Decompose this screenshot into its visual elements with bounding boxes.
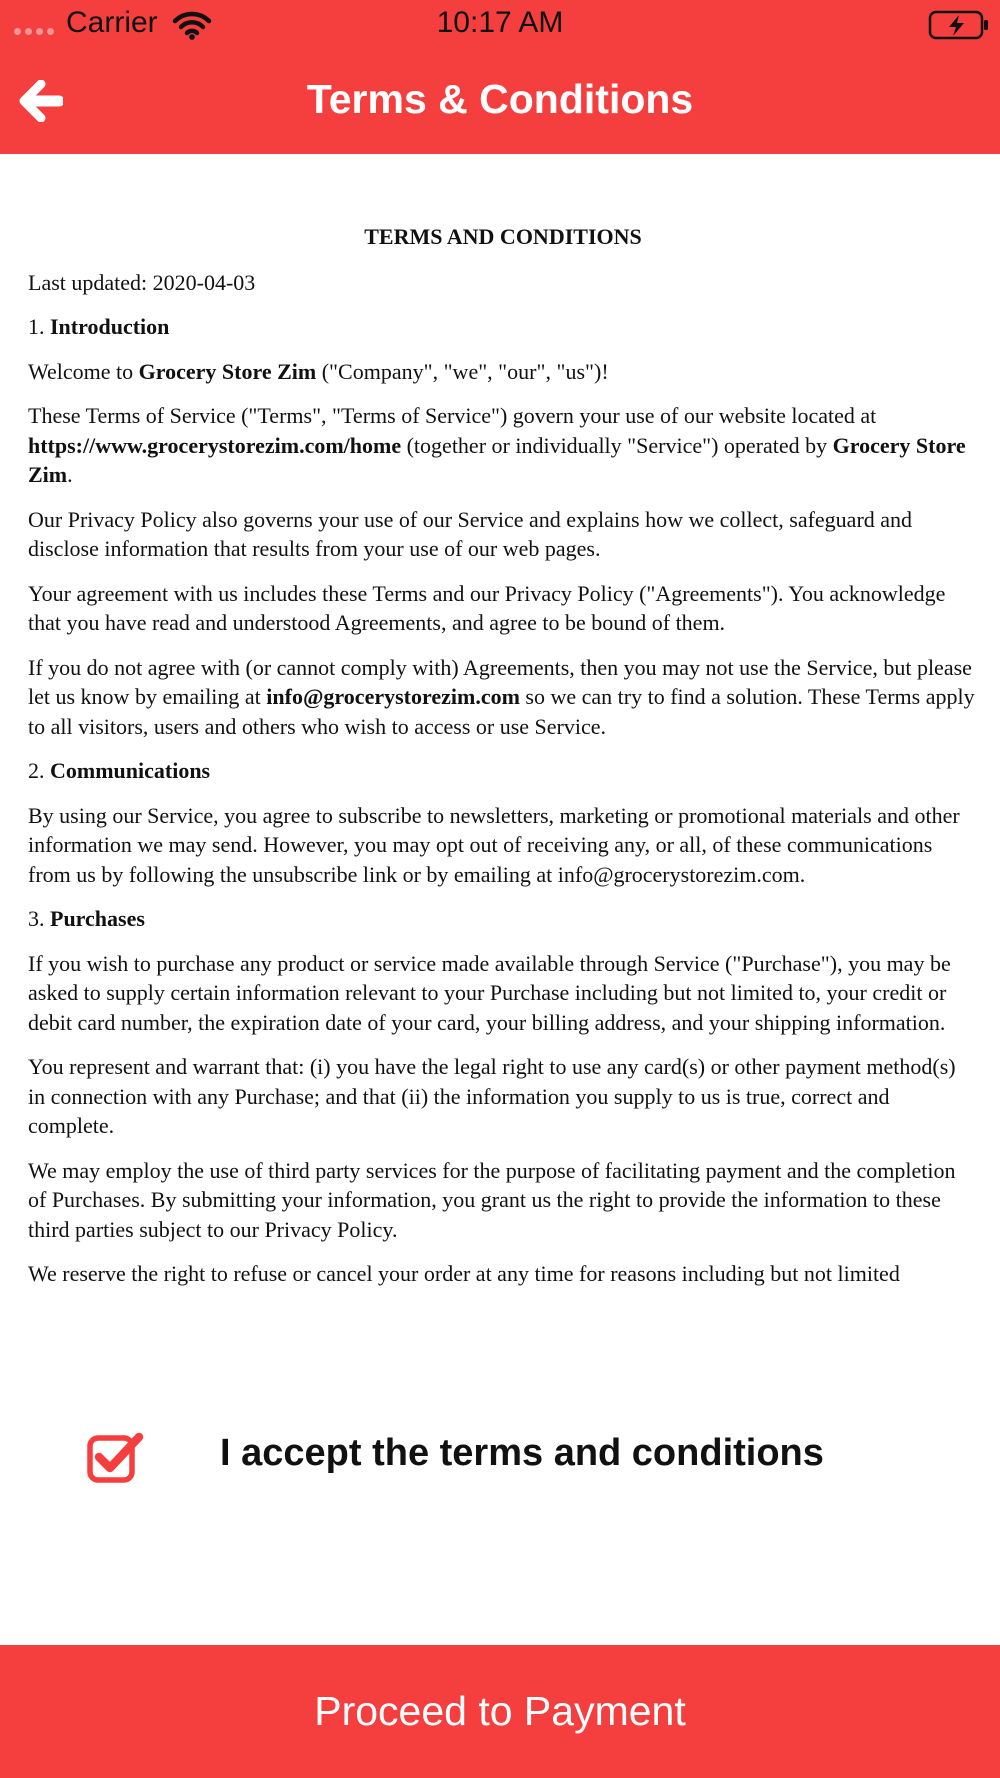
purchase-paragraph-3: We may employ the use of third party services for the purpose of facilitating payment and the completion of Purchases. By submitting your information, you grant us the right to provide the information to these third parties subject to our Privacy Policy.	[28, 1157, 956, 1242]
welcome-paragraph	[28, 357, 978, 387]
section-number: 1.	[28, 314, 50, 339]
page-title: Terms & Conditions	[306, 76, 694, 122]
purchase-paragraph-1: If you wish to purchase any product or service made available through Service ("Purchase"), you may be asked to supply certain information relevant to your Purchase including but not limited to, your credit or debit card number, the expiration date of your card, your billing address, and your shipping information.	[28, 950, 951, 1035]
app-header	[0, 0, 1000, 154]
section-heading-introduction	[28, 312, 978, 342]
status-time: 10:17 AM	[436, 6, 564, 39]
accept-terms-label[interactable]: I accept the terms and conditions	[220, 1432, 824, 1474]
privacy-paragraph: Our Privacy Policy also governs your use of our Service and explains how we collect, safeguard and disclose information that results from your use of our web pages.	[28, 506, 913, 561]
contact-email: info@grocerystorezim.com	[266, 684, 520, 709]
text-fragment: .	[67, 462, 73, 487]
section-heading-communications	[28, 756, 978, 786]
section-title: Introduction	[50, 314, 170, 339]
carrier-name: Carrier	[66, 6, 158, 39]
agreement-paragraph: Your agreement with us includes these Terms and our Privacy Policy ("Agreements"). You acknowledge that you have read and understood Agreements, and agree to be bound of them.	[28, 580, 946, 635]
status-bar	[0, 0, 1000, 48]
checkbox-checked-icon[interactable]	[86, 1430, 146, 1489]
text-fragment: Welcome to	[28, 358, 139, 384]
text-fragment: If you do not agree with (or cannot comply with) Agreements, then you may not use the Service, but please let us know by emailing at	[28, 654, 972, 709]
proceed-to-payment-button[interactable]: Proceed to Payment	[0, 1645, 1000, 1778]
terms-heading: TERMS AND CONDITIONS	[364, 224, 642, 249]
purchase-paragraph-2: You represent and warrant that: (i) you have the legal right to use any card(s) or other payment method(s) in connection with any Purchase; and that (ii) the information you supply to us is true, correct and complete.	[28, 1054, 956, 1138]
text-fragment: These Terms of Service ("Terms", "Terms of Service") govern your use of our website located at	[28, 403, 877, 428]
battery-charging-icon	[928, 10, 990, 45]
disagree-paragraph	[28, 653, 978, 742]
last-updated: Last updated: 2020-04-03	[28, 269, 256, 295]
section-title: Communications	[50, 758, 211, 783]
text-fragment: so we can try to find a solution. These Terms apply to all visitors, users and others who wish to access or use Service.	[28, 684, 975, 739]
purchase-paragraph-4: We reserve the right to refuse or cancel your order at any time for reasons including but not limited	[28, 1261, 900, 1286]
text-fragment: ("Company", "we", "our", "us")!	[316, 358, 609, 384]
company-name: Grocery Store Zim	[138, 358, 317, 384]
terms-paragraph	[28, 401, 978, 490]
terms-content[interactable]	[28, 222, 978, 1362]
section-number: 3.	[28, 906, 50, 931]
website-url: https://www.grocerystorezim.com/home	[28, 432, 402, 458]
section-number: 2.	[28, 758, 50, 783]
accept-terms-row[interactable]	[0, 1420, 1000, 1490]
company-name: Grocery Store Zim	[28, 432, 966, 487]
communications-paragraph: By using our Service, you agree to subscribe to newsletters, marketing or promotional materials and other information we may send. However, you may opt out of receiving any, or all, of these communications from us by following the unsubscribe link or by emailing at info@grocerystorezim.com.	[28, 802, 960, 887]
section-heading-purchases	[28, 904, 978, 934]
section-title: Purchases	[50, 906, 145, 931]
text-fragment: (together or individually "Service") operated by	[401, 432, 833, 458]
